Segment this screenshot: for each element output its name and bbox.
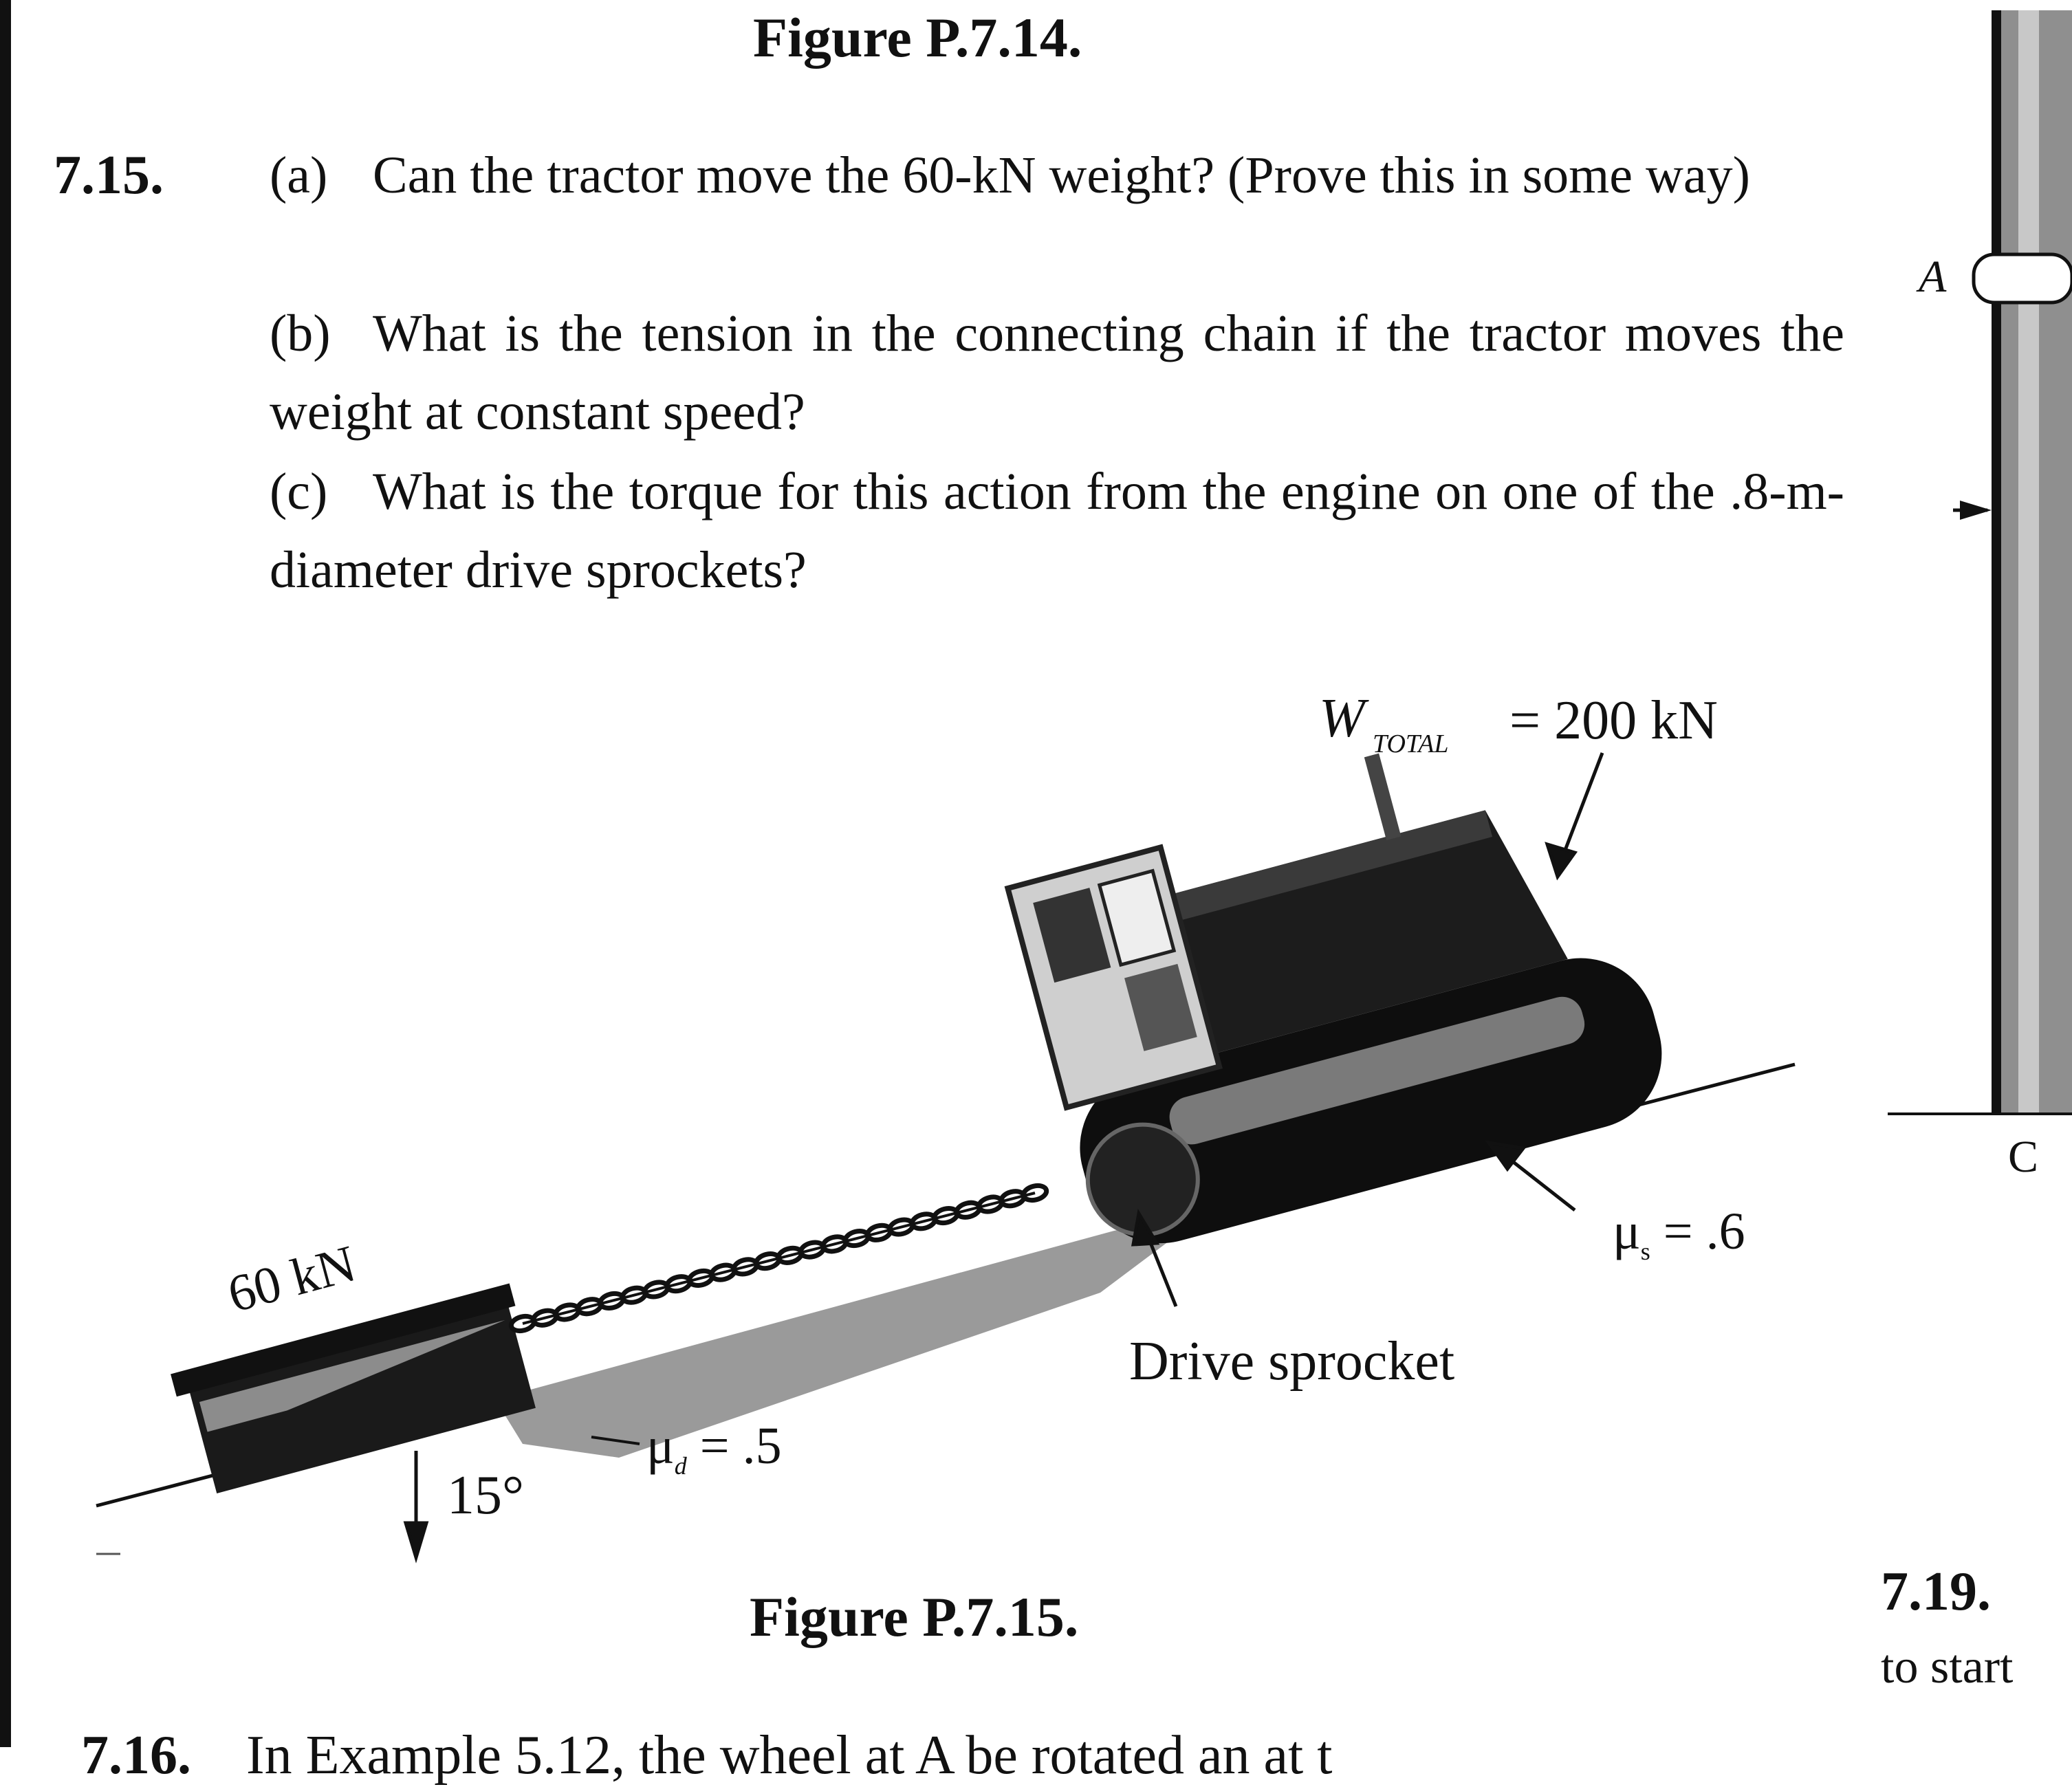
problem-719-number: 7.19. (1881, 1561, 1991, 1622)
part-label-c: (c) (270, 463, 328, 520)
part-label-b: (b) (270, 305, 331, 362)
point-a-label: A (1919, 252, 1947, 302)
figure-p714-caption: Figure P.7.14. (753, 6, 1082, 69)
right-column-figure (1888, 10, 2072, 1114)
problem-719-text: to start (1881, 1641, 2014, 1693)
mu-d-label: $\mu_d = .5$ (646, 1417, 782, 1480)
drive-sprocket-label: Drive sprocket (1129, 1331, 1455, 1392)
total-weight-symbol: W (1319, 688, 1365, 749)
figure-p715-caption: Figure P.7.15. (750, 1586, 1079, 1648)
block-weight-label: 60 kN (221, 1234, 362, 1324)
total-weight-value: = 200 kN (1509, 690, 1718, 751)
part-label-a: (a) (270, 146, 328, 204)
incline-angle-label: 15° (447, 1465, 524, 1526)
part-text-c: What is the torque for this action from the engine on one of the .8-m-diameter drive sprockets? (270, 463, 1844, 599)
part-text-b: What is the tension in the connecting chain if the tractor moves the weight at constant speed? (270, 305, 1844, 441)
tractor (999, 702, 1679, 1260)
bottom-cutoff-line: 7.16. In Example 5.12, the wheel at A be rotated an at t (81, 1725, 1333, 1786)
problem-number: 7.15. (54, 145, 164, 206)
part-text-a: Can the tractor move the 60-kN weight? (Prove this in some way) (373, 146, 1750, 204)
mu-s-label: $\mu_s = .6$ (1613, 1203, 1745, 1266)
point-c-label: C (2008, 1132, 2039, 1182)
total-weight-subscript: TOTAL (1373, 730, 1449, 758)
